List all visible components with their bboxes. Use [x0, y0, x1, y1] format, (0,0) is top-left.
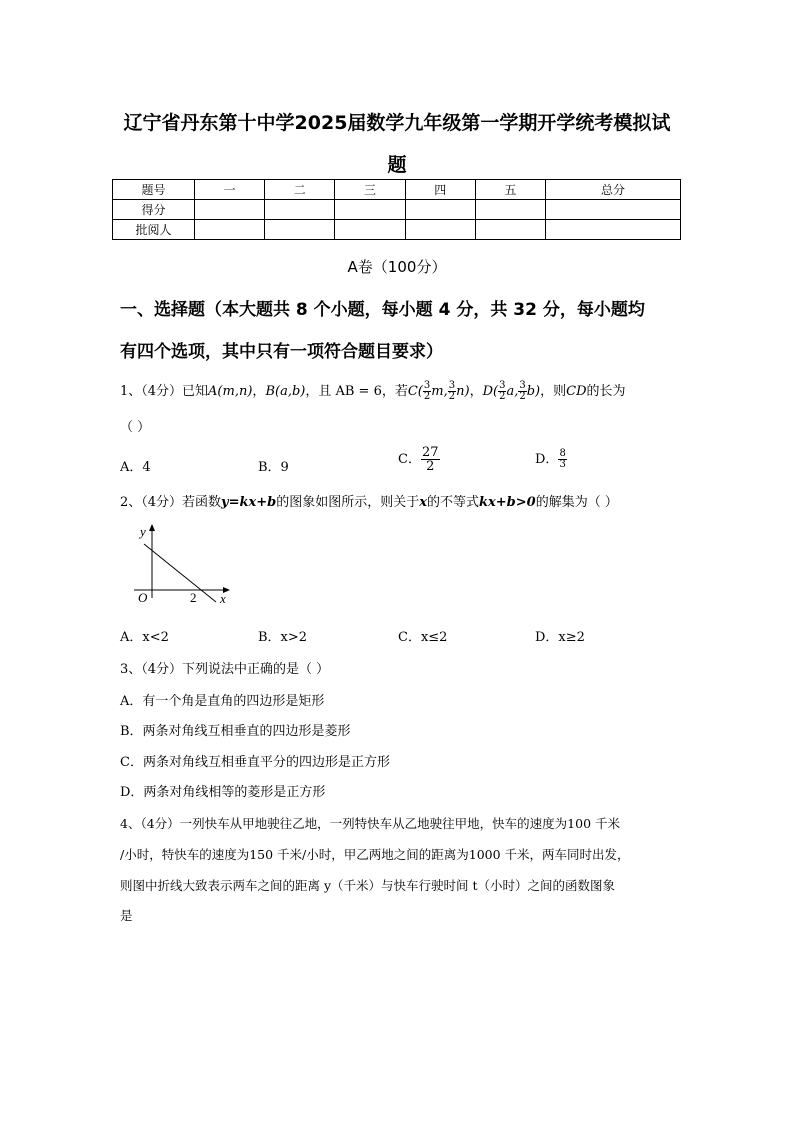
score-table-header-cell: 题号: [113, 180, 195, 200]
q2-option-c[interactable]: C．x≤2: [398, 630, 448, 645]
document-title-line-2: 题: [387, 154, 407, 176]
score-table-header-cell: 二: [265, 180, 335, 200]
question-4-line-1: 4、（4分）一列快车从甲地驶往乙地，一列特快车从乙地驶往甲地，快车的速度为100 千米: [120, 816, 620, 831]
question-4-line-3: 则图中折线大致表示两车之间的距离 y（千米）与快车行驶时间 t（小时）之间的函数图象: [120, 878, 616, 893]
score-table-row-label: 批阅人: [113, 220, 195, 240]
section-label: A卷（100分）: [347, 258, 447, 276]
question-1-stem: 1、（4分）已知A(m,n)，B(a,b)，且 AB = 6，若C( $\frac{3}{2}$ m, $\frac{3}{2}$ n)，D( $\frac{3}{2}$ a, $\frac{3}{2}$ b)，则CD的长为: [120, 380, 626, 402]
score-table-header-cell: 三: [335, 180, 405, 200]
q3-option-d[interactable]: D．两条对角线相等的菱形是正方形: [120, 785, 326, 800]
q3-option-c[interactable]: C．两条对角线互相垂直平分的四边形是正方形: [120, 755, 390, 770]
question-2-stem: 2、（4分）若函数y=kx+b的图象如图所示，则关于x的不等式kx+b>0的解集为（ ）: [120, 495, 618, 510]
score-cell[interactable]: [265, 200, 335, 220]
part-heading-line-1: 一、选择题（本大题共 8 个小题，每小题 4 分，共 32 分，每小题均: [120, 300, 645, 320]
reviewer-cell[interactable]: [195, 220, 265, 240]
y-axis-label: y: [140, 524, 146, 539]
q3-option-b[interactable]: B．两条对角线互相垂直的四边形是菱形: [120, 724, 351, 739]
score-table-row-label: 得分: [113, 200, 195, 220]
score-table-header-cell: 五: [475, 180, 545, 200]
score-cell[interactable]: [195, 200, 265, 220]
question-3-stem: 3、（4分）下列说法中正确的是（ ）: [120, 662, 330, 677]
score-table-header-cell: 一: [195, 180, 265, 200]
question-1-paren: （ ）: [120, 420, 151, 435]
x-tick-label: 2: [190, 590, 197, 605]
score-cell[interactable]: [475, 200, 545, 220]
q1-option-a[interactable]: A．4: [120, 460, 151, 475]
q2-option-b[interactable]: B．x>2: [258, 630, 308, 645]
document-title-line-1: 辽宁省丹东第十中学2025届数学九年级第一学期开学统考模拟试: [123, 112, 671, 134]
function-line: [144, 544, 216, 602]
fraction: $\frac{3}{2}$: [499, 380, 506, 402]
reviewer-cell[interactable]: [546, 220, 681, 240]
score-table-row: [113, 200, 681, 220]
q1-option-d[interactable]: D． $\frac{8}{3}$: [535, 448, 566, 470]
score-cell[interactable]: [546, 200, 681, 220]
question-4-line-4: 是: [120, 908, 133, 923]
fraction: $\frac{3}{2}$: [448, 380, 456, 402]
origin-label: O: [138, 590, 148, 605]
score-cell[interactable]: [405, 200, 475, 220]
inequality: kx+b>0: [479, 495, 536, 510]
fraction: $\frac{27}{2}$: [421, 445, 439, 474]
question-4-line-2: /小时，特快车的速度为150 千米/小时，甲乙两地之间的距离为1000 千米，两车同时出发，: [120, 847, 630, 862]
score-table-row: [113, 220, 681, 240]
linear-function-graph: [126, 520, 236, 610]
reviewer-cell[interactable]: [335, 220, 405, 240]
q1-option-c[interactable]: C． $\frac{27}{2}$: [398, 445, 439, 474]
score-table: [112, 179, 681, 240]
score-cell[interactable]: [335, 200, 405, 220]
point-a: A(m,n): [208, 384, 253, 399]
fraction: $\frac{3}{2}$: [519, 380, 526, 402]
condition: ，且 AB = 6，若: [305, 384, 408, 399]
q3-option-a[interactable]: A．有一个角是直角的四边形是矩形: [120, 694, 325, 709]
q2-option-a[interactable]: A．x<2: [120, 630, 169, 645]
part-heading-line-2: 有四个选项，其中只有一项符合题目要求）: [120, 342, 443, 362]
fraction: $\frac{8}{3}$: [559, 448, 566, 470]
reviewer-cell[interactable]: [265, 220, 335, 240]
reviewer-cell[interactable]: [475, 220, 545, 240]
fraction: $\frac{3}{2}$: [423, 380, 431, 402]
y-axis-arrow: [149, 524, 155, 531]
score-table-header-cell: 总分: [546, 180, 681, 200]
x-axis-label: x: [220, 591, 226, 606]
function-expression: y=kx+b: [221, 495, 277, 510]
point-b: B(a,b): [265, 384, 306, 399]
score-table-header-row: [113, 180, 681, 200]
q2-option-d[interactable]: D．x≥2: [535, 630, 585, 645]
q1-option-b[interactable]: B．9: [258, 460, 289, 475]
score-table-header-cell: 四: [405, 180, 475, 200]
reviewer-cell[interactable]: [405, 220, 475, 240]
